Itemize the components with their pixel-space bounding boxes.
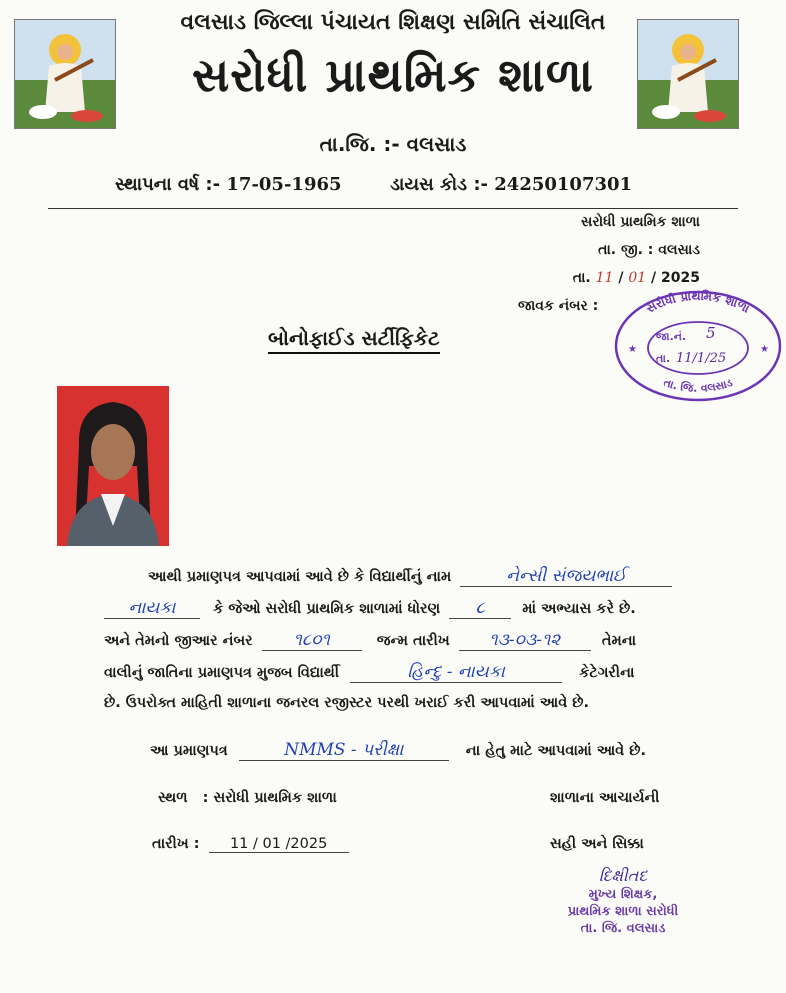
- header-taluka-district: તા.જિ. :- વલસાડ: [319, 132, 467, 156]
- footer-date-label: તારીખ :: [152, 836, 200, 852]
- stamp-date-prefix: તા.: [656, 352, 671, 365]
- body-line1-text: આથી પ્રમાણપત્ર આપવામાં આવે છે કે વિદ્યાર્થીનું નામ: [148, 569, 452, 585]
- stamp-star-right: ★: [760, 344, 769, 355]
- principal-label: શાળાના આચાર્યની: [550, 790, 660, 806]
- school-round-stamp: [612, 288, 784, 406]
- date-of-birth: ૧૩-૦૩-૧૨: [459, 630, 591, 651]
- stamp-star-left: ★: [628, 344, 637, 355]
- footer-date-value: 11 / 01 /2025: [209, 836, 349, 853]
- body-line3-start: અને તેમનો જીઆર નંબર: [104, 633, 253, 649]
- school-name-title: સરોધી પ્રાથમિક શાળા: [192, 48, 594, 102]
- headmaster-signature: દિક્ષીતદ: [598, 866, 648, 885]
- body-line2-end: માં અભ્યાસ કરે છે.: [522, 601, 636, 617]
- body-line-1: [148, 566, 672, 587]
- body-line-5: છે. ઉપરોક્ત માહિતી શાળાના જનરલ રજીસ્ટર પરથી ખરાઈ કરી આપવામાં આવે છે.: [104, 695, 589, 711]
- ref-date-year: 2025: [661, 270, 700, 286]
- purpose-line: [150, 740, 646, 761]
- purpose-start: આ પ્રમાણપત્ર: [150, 743, 228, 759]
- headmaster-signature-stamp: [548, 866, 698, 937]
- stamp-number-prefix: જા.નં.: [656, 330, 687, 343]
- body-line-4: [104, 662, 634, 683]
- saraswati-image-left: [14, 19, 116, 129]
- stamp-top-text: સરોધી પ્રાથમિક શાળા: [643, 288, 752, 316]
- place-value: : સરોધી પ્રાથમિક શાળા: [202, 790, 337, 806]
- student-first-name: નેન્સી સંજયભાઈ: [460, 566, 672, 587]
- certificate-title: બોનોફાઈડ સર્ટીફિકેટ: [268, 326, 440, 354]
- ref-taluka: તા. જી. : વલસાડ: [598, 242, 700, 258]
- ref-date-day: 11: [595, 270, 614, 286]
- sign-seal-label: સહી અને સિક્કા: [550, 836, 644, 852]
- certificate-purpose: NMMS - પરીક્ષા: [239, 740, 449, 761]
- body-line2-text: કે જેઓ સરોધી પ્રાથમિક શાળામાં ધોરણ: [213, 601, 441, 617]
- gr-number: ૧૮૦૧: [262, 630, 362, 651]
- signature-stamp-line3: તા. જિ. વલસાડ: [580, 920, 666, 936]
- body-line3-end: તેમના: [601, 633, 637, 649]
- ref-date-month: 01: [628, 270, 647, 286]
- header-divider: [48, 208, 738, 209]
- place-line: [158, 790, 337, 806]
- place-label: સ્થળ: [158, 790, 188, 806]
- svg-text:સરોધી પ્રાથમિક શાળા: [644, 288, 752, 316]
- signature-stamp-line1: મુખ્ય શિક્ષક,: [588, 886, 658, 902]
- footer-date-line: [152, 836, 349, 853]
- body-line-2: [104, 598, 636, 619]
- stamp-bottom-text: તા. જિ. વલસાડ: [661, 375, 735, 395]
- student-surname: નાયકા: [104, 598, 200, 619]
- dob-label: જન્મ તારીખ: [376, 633, 450, 649]
- student-photo: [57, 386, 169, 546]
- established-value: 17-05-1965: [226, 174, 342, 195]
- signature-stamp-line2: પ્રાથમિક શાળા સરોધી: [567, 903, 679, 919]
- dise-value: 24250107301: [494, 174, 633, 195]
- body-line4-start: વાલીનું જાતિના પ્રમાણપત્ર મુજબ વિદ્યાર્થી: [104, 665, 340, 681]
- student-category: હિન્દુ - નાયકા: [350, 662, 562, 683]
- header-meta-line: [115, 174, 632, 195]
- student-standard: ૮: [449, 598, 511, 619]
- dise-label: ડાયસ કોડ :-: [390, 174, 488, 195]
- body-line4-end: કેટેગરીના: [579, 665, 635, 681]
- ref-date: તા. 11 / 01 / 2025: [572, 270, 700, 286]
- purpose-end: ના હેતુ માટે આપવામાં આવે છે.: [465, 743, 646, 759]
- stamp-number-value: 5: [706, 324, 716, 342]
- ref-date-prefix: તા.: [572, 270, 591, 286]
- established-label: સ્થાપના વર્ષ :-: [115, 174, 221, 195]
- svg-text:તા. જિ. વલસાડ: [662, 376, 734, 395]
- header-organization-line: વલસાડ જિલ્લા પંચાયત શિક્ષણ સમિતિ સંચાલિત: [180, 10, 606, 35]
- saraswati-image-right: [637, 19, 739, 129]
- stamp-date-value: 11/1/25: [676, 351, 727, 366]
- body-line-3: [104, 630, 636, 651]
- outward-number-label: જાવક નંબર :: [518, 298, 599, 314]
- ref-school: સરોધી પ્રાથમિક શાળા: [581, 214, 700, 230]
